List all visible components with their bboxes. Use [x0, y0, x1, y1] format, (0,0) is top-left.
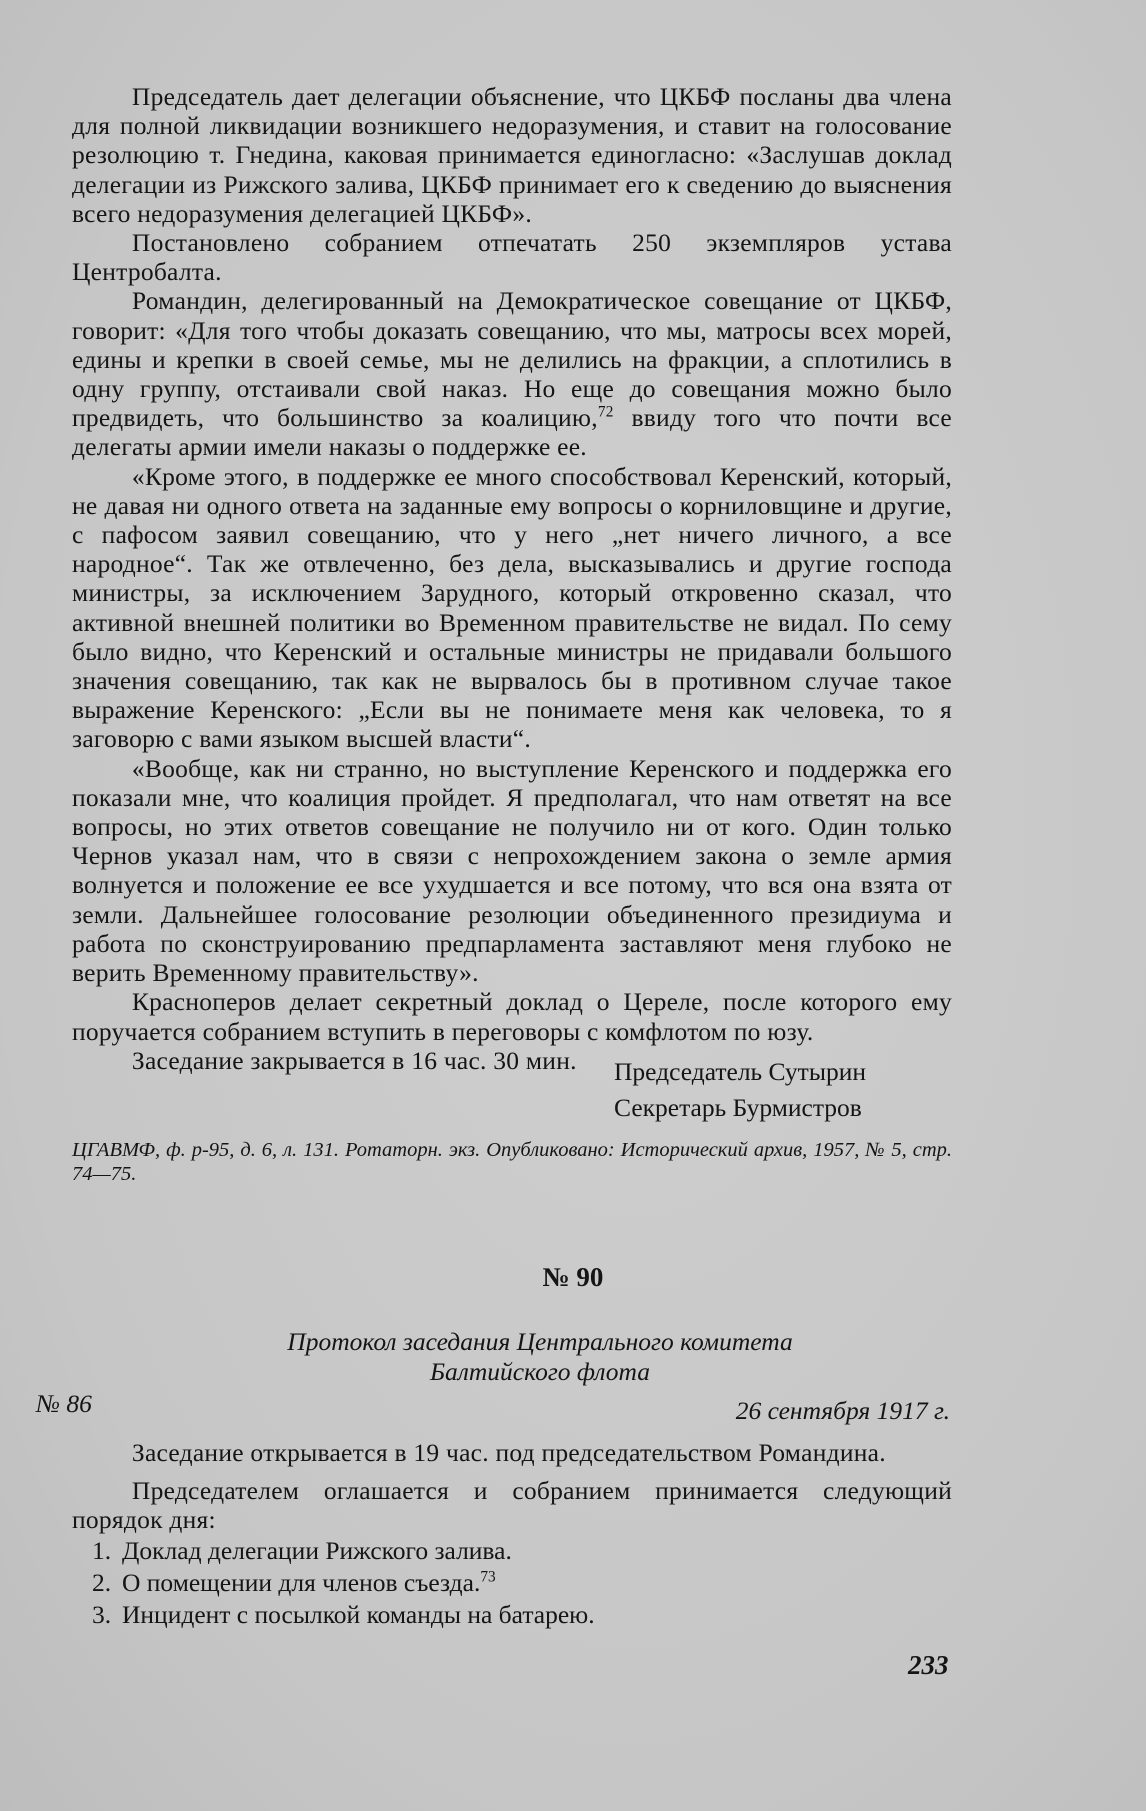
list-item-number: 3.	[92, 1600, 112, 1629]
protocol-number: № 86	[36, 1389, 92, 1418]
list-item-number: 1.	[92, 1536, 112, 1565]
agenda-list	[72, 1535, 952, 1631]
list-item	[72, 1567, 952, 1599]
paragraph: Председатель дает делегации объяснение, что ЦКБФ посланы два члена для полной ликвидации возникшего недоразумения, и ставит на голосование резолюцию т. Гнедина, каковая принимается единогласно: «Заслушав доклад делегации из Рижского залива, ЦКБФ принимает его к сведению до выяснения всего недоразумения делегацией ЦКБФ».	[72, 82, 952, 228]
signature-secretary: Секретарь Бурмистров	[614, 1093, 862, 1122]
archive-source-note: ЦГАВМФ, ф. р-95, д. 6, л. 131. Ротаторн. экз. Опубликовано: Исторический архив, 1957, № 5, стр. 74—75.	[72, 1139, 952, 1185]
page-number: 233	[908, 1650, 949, 1680]
signature-chairman: Председатель Сутырин	[614, 1057, 866, 1086]
footnote-ref: 73	[480, 1568, 496, 1586]
list-item	[72, 1535, 952, 1567]
document-number: № 90	[542, 1262, 604, 1292]
paragraph: «Кроме этого, в поддержке ее много способствовал Керенский, который, не давая ни одного ответа на заданные ему вопросы о корниловщине и другие, с пафосом заявил совещанию, что у него „нет ничего личного, а все народное“. Так же отвлеченно, без дела, высказывались и другие господа министры, за исключением Зарудного, который откровенно сказал, что активной внешней политики во Временном правительстве не видал. По сему было видно, что Керенский и остальные министры не придавали большого значения совещанию, так как не вырвалось бы в противном случае такое выражение Керенского: „Если вы не понимаете меня как человека, то я заговорю с вами языком высшей власти“.	[72, 461, 952, 754]
list-item	[72, 1599, 952, 1631]
list-item-text: Доклад делегации Рижского залива.	[122, 1536, 512, 1565]
paragraph: Заседание закрывается в 16 час. 30 мин.	[131, 1045, 577, 1075]
paragraph: Заседание открывается в 19 час. под председательством Ромaндина.	[131, 1438, 886, 1467]
paragraph: Красноперов делает секретный доклад о Цереле, после которого ему поручается собранием вступить в переговоры с комфлотом по юзу.	[72, 987, 952, 1046]
document-title-line: Балтийского флота	[429, 1357, 651, 1386]
paragraph-text: Ромaндин, делегированный на Демократическое совещание от ЦКБФ, говорит: «Для того чтобы доказать совещанию, что мы, матросы всех морей, едины и крепки в своей семье, мы не делились на фракции, а сплотились в одну группу, отстаивали свой наказ. Но еще до совещания можно было предвидеть, что большинство за коалицию,	[72, 286, 952, 433]
document-title-line: Протокол заседания Центрального комитета	[287, 1327, 793, 1356]
list-item-text: Инцидент с посылкой команды на батарею.	[122, 1600, 595, 1629]
footnote-ref: 72	[597, 403, 614, 421]
body-text-top	[72, 82, 952, 1075]
paragraph-text: ввиду того что почти все делегаты армии имели наказы о поддержке ее.	[72, 403, 952, 462]
protocol-date: 26 сентября 1917 г.	[735, 1396, 950, 1425]
list-item-number: 2.	[92, 1568, 112, 1597]
paragraph: Постановлено собранием отпечатать 250 экземпляров устава Центробалта.	[72, 228, 952, 287]
paragraph-romandin	[72, 286, 952, 461]
session-text	[72, 1438, 952, 1535]
paragraph: Председателем оглашается и собранием принимается следующий порядок дня:	[72, 1476, 952, 1535]
list-item-text: О помещении для членов съезда.	[122, 1568, 481, 1597]
document-title	[100, 1327, 980, 1387]
paragraph: «Вообще, как ни странно, но выступление Керенского и поддержка его показали мне, что коалиция пройдет. Я предполагал, что нам ответят на все вопросы, но этих ответов совещание не получило ни от кого. Один только Чернов указал нам, что в связи с непрохождением закона о земле армия волнуется и положение ее все ухудшается и все потому, что вся она взята от земли. Дальнейшее голосование резолюции объединенного президиума и работа по сконструированию предпарламента заставляют меня глубоко не верить Временному правительству».	[72, 753, 952, 988]
